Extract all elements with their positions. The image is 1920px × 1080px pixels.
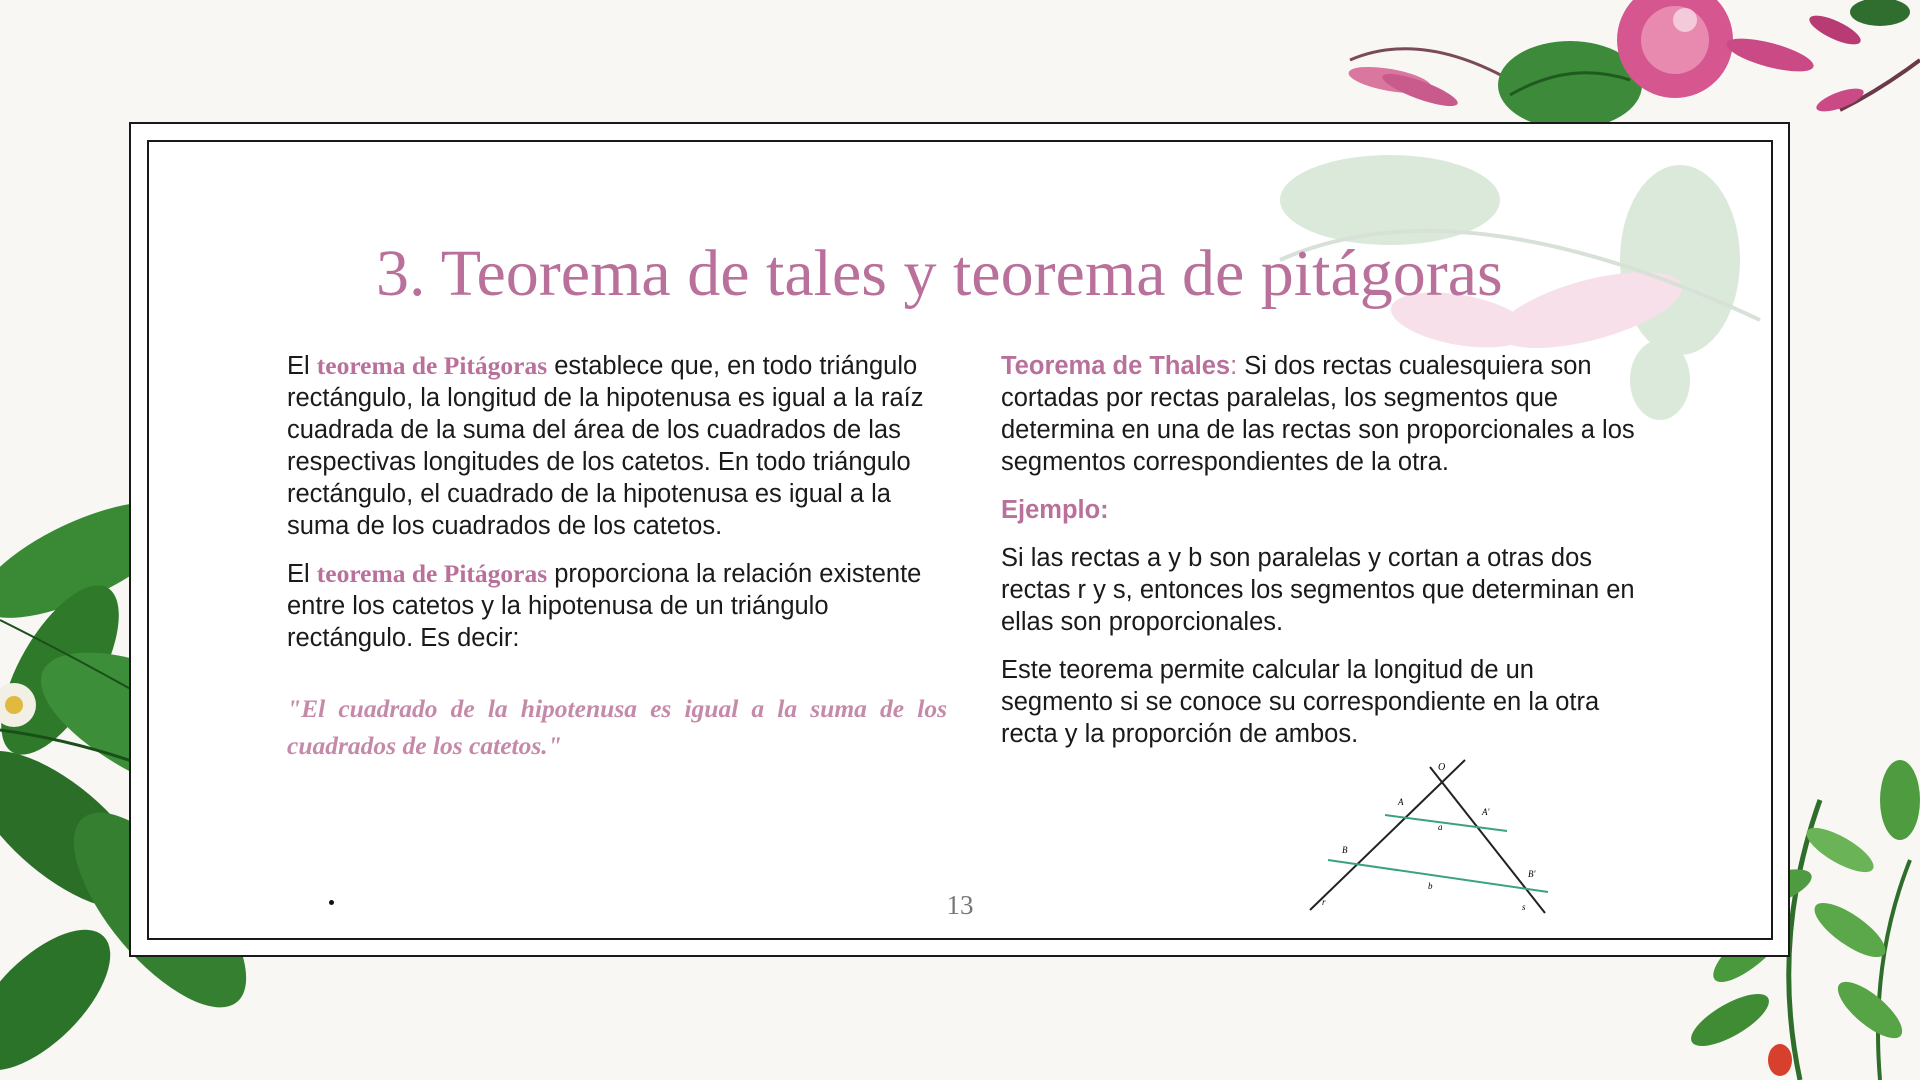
thales-definition [1001, 350, 1651, 478]
pythagoras-definition [287, 350, 947, 542]
pythagoras-quote: "El cuadrado de la hipotenusa es igual a la suma de los cuadrados de los catetos." [287, 694, 947, 760]
label-small-a: a [1438, 822, 1443, 832]
label-b: B [1342, 845, 1348, 855]
example-heading: Ejemplo: [1001, 496, 1109, 524]
label-a-prime: A' [1482, 807, 1490, 817]
keyword-colon: : [1230, 352, 1238, 380]
keyword-pythagoras: teorema de Pitágoras [316, 351, 548, 380]
label-small-b: b [1428, 881, 1433, 891]
paragraph-text: establece que, en todo triángulo rectángulo, la longitud de la hipotenusa es igual a la raíz cuadrada de la suma del área de los cuadrados de las respectivas longitudes de los catetos. En todo triángulo rectángulo, el cuadrado de la hipotenusa es igual a la suma de los cuadrados de los catetos. [287, 352, 924, 540]
label-s: s [1522, 902, 1526, 912]
thales-usage-text: Este teorema permite calcular la longitud de un segmento si se conoce su correspondiente en la otra recta y la proporción de ambos. [1001, 656, 1600, 748]
paragraph-prefix: El [287, 560, 317, 588]
page-number: 13 [946, 890, 974, 920]
example-text: Si las rectas a y b son paralelas y cortan a otras dos rectas r y s, entonces los segmentos que determinan en ellas son proporcionales. [1001, 544, 1635, 636]
keyword-pythagoras: teorema de Pitágoras [316, 559, 548, 588]
slide-title: 3. Teorema de tales y teorema de pitágoras [376, 237, 1503, 310]
pythagoras-column [287, 350, 947, 780]
paragraph-text: Si dos rectas cualesquiera son cortadas por rectas paralelas, los segmentos que determina en una de las rectas son proporcionales a los segmentos correspondientes de la otra. [1001, 352, 1635, 476]
keyword-thales: Teorema de Thales [1001, 352, 1231, 380]
paragraph-prefix: El [287, 352, 317, 380]
label-a: A [1398, 797, 1404, 807]
stray-bullet-dot [329, 900, 334, 905]
label-r: r [1322, 897, 1326, 907]
label-b-prime: B' [1528, 869, 1536, 879]
thales-column [1001, 350, 1651, 766]
thales-diagram [1300, 755, 1555, 915]
line-s [1430, 767, 1545, 913]
flower-decoration-top-right [1280, 0, 1920, 140]
parallel-line-a [1385, 815, 1507, 831]
paragraph-text: proporciona la relación existente entre los catetos y la hipotenusa de un triángulo rectángulo. Es decir: [287, 560, 922, 652]
pythagoras-relation [287, 558, 947, 654]
label-o: O [1438, 762, 1446, 773]
